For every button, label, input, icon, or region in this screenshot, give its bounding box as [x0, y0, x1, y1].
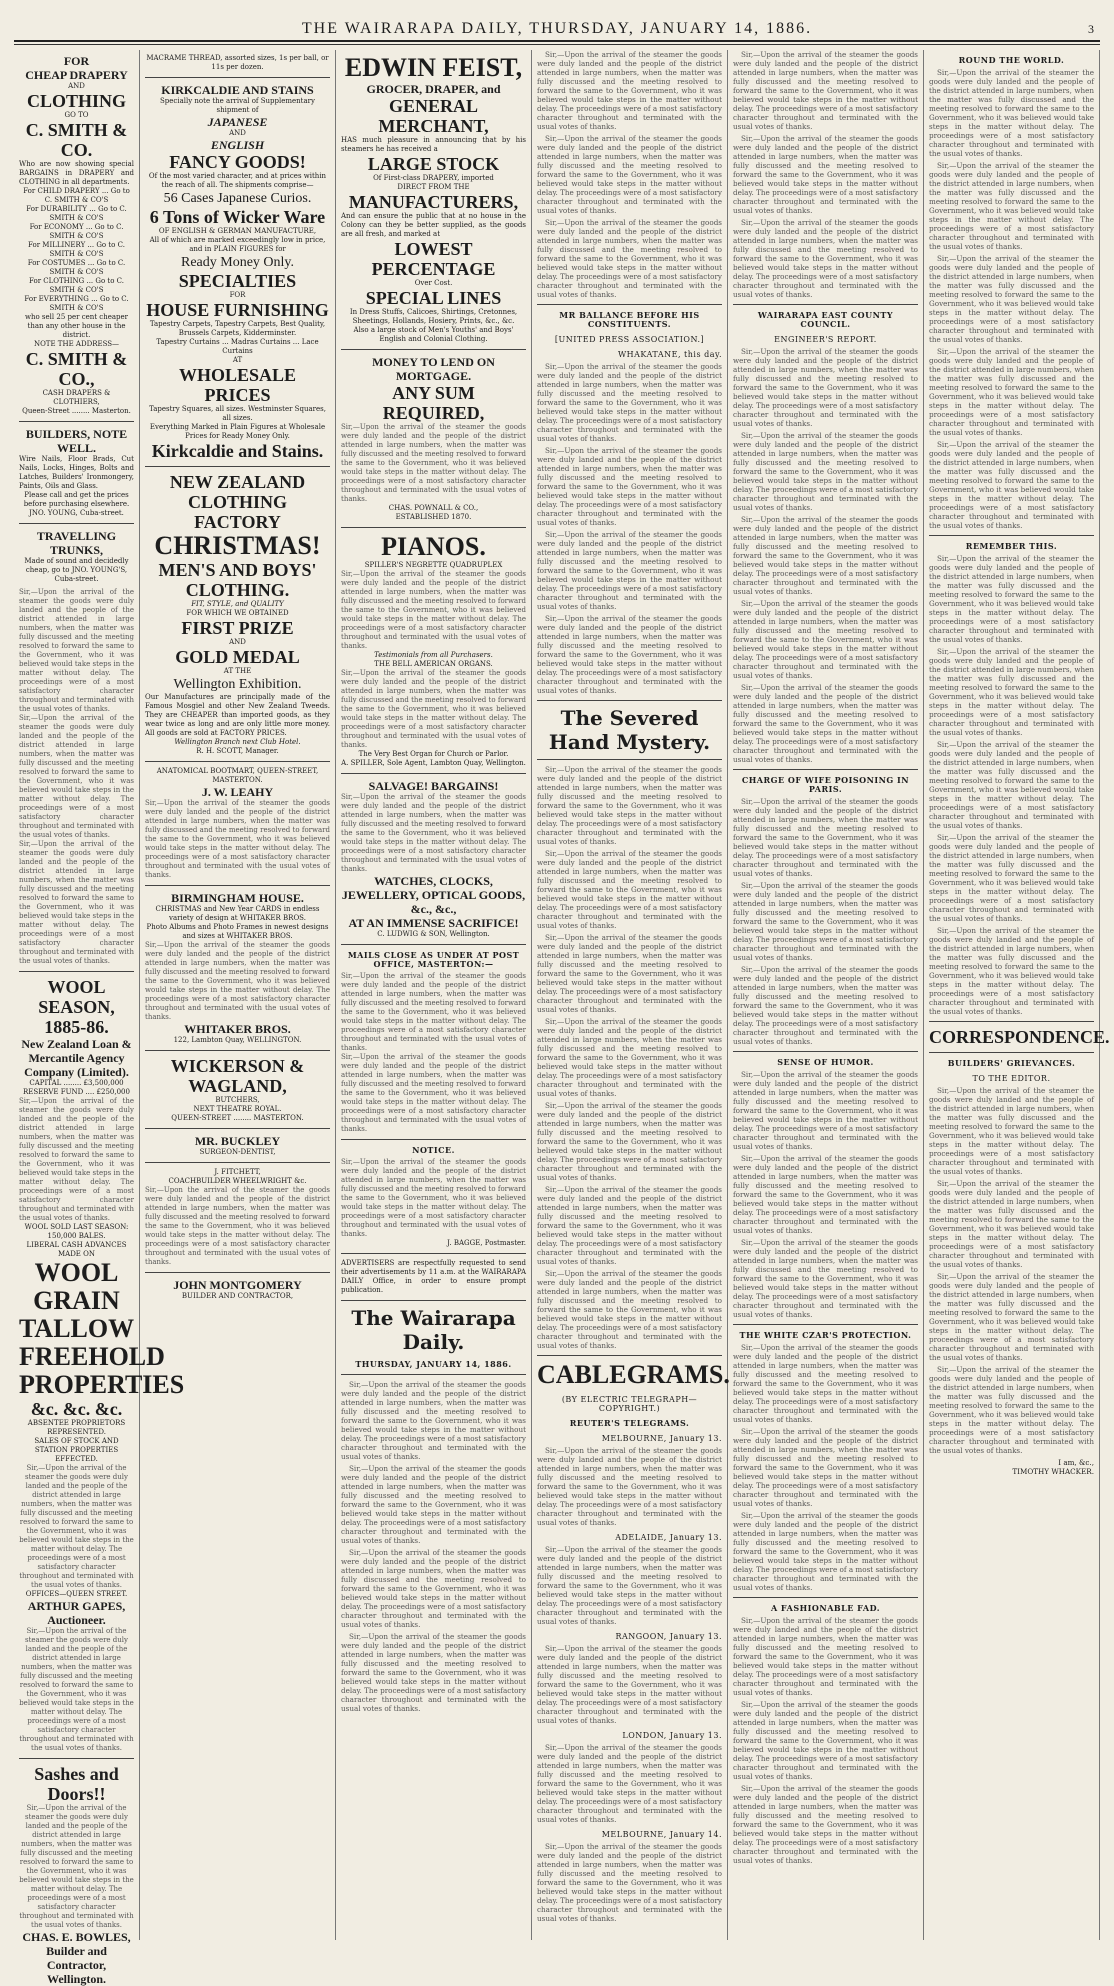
ad-text: For MILLINERY ... Go to C. SMITH & CO'S [28, 241, 125, 258]
body-text: Sir,—Upon the arrival of the steamer the goods were duly landed and the people of the district attended in large numbers, when the matter was fully discussed and the meeting resolved to forward the same to the Government, who it was believed would take steps in the matter without delay. The proceedings were of a most satisfactory character throughout and terminated with the usual votes of thanks. [341, 570, 526, 650]
ad-text: Of First-class DRAPERY, imported [373, 174, 494, 182]
ad-text: Ready Money Only. [180, 255, 295, 270]
column-1 [14, 50, 185, 1986]
ad-text: BIRMINGHAM HOUSE. [171, 891, 304, 905]
section-heading: NOTICE. [412, 1145, 455, 1155]
ad-text: HOUSE FURNISHING [146, 300, 329, 320]
divider [537, 1355, 722, 1356]
ad-text: QUEEN-STREET ........ MASTERTON. [171, 1114, 304, 1122]
body-text: Sir,—Upon the arrival of the steamer the goods were duly landed and the people of the district attended in large numbers, when the matter was fully discussed and the meeting resolved to forward the same to the Government, who it was believed would take steps in the matter without delay. The proceedings were of a most satisfactory character throughout and terminated with the usual votes of thanks. [733, 431, 918, 512]
ad-text: For CHILD DRAPERY ... Go to C. SMITH & CO'S [23, 187, 130, 204]
ad-buckley [145, 1134, 330, 1157]
ad-text: LOWEST PERCENTAGE [371, 239, 496, 279]
body-text: Sir,—Upon the arrival of the steamer the goods were duly landed and the people of the district attended in large numbers, when the matter was fully discussed and the meeting resolved to forward the same to the Government, who it was believed would take steps in the matter without delay. The proceedings were of a most satisfactory character throughout and terminated with the usual votes of thanks. [341, 1548, 526, 1629]
column-6 [924, 50, 1110, 1940]
ad-text: Of the most varied character, and at prices within the reach of all. The shipments comprise— [148, 172, 327, 189]
ad-text: PROPERTIES [19, 1370, 185, 1399]
ad-text: MACRAME THREAD, assorted sizes, 1s per ball, or 11s per dozen. [146, 54, 329, 71]
section-heading: MAILS CLOSE AS UNDER AT POST OFFICE, MASTERTON:— [347, 950, 520, 969]
ad-bowles [19, 1764, 134, 1986]
dateline: ADELAIDE, January 13. [615, 1533, 722, 1542]
body-text: Sir,—Upon the arrival of the steamer the goods were duly landed and the people of the district attended in large numbers, when the matter was fully discussed and the meeting resolved to forward the same to the Government, who it was believed would take steps in the matter without delay. The proceedings were of a most satisfactory character throughout and terminated with the usual votes of thanks. [19, 1627, 134, 1752]
ad-text: Wire Nails, Floor Brads, Cut Nails, Locks, Hinges, Bolts and Latches, Builders' Ironmongery, Paints, Oils and Glass. [19, 455, 134, 490]
ad-text: New Zealand Loan & Mercantile Agency Company (Limited). [21, 1037, 132, 1079]
ad-text: FOR [63, 54, 90, 68]
dateline: WHAKATANE, this day. [617, 350, 722, 359]
divider [341, 527, 526, 528]
ad-text: BUILDER AND CONTRACTOR, [181, 1292, 294, 1300]
masthead-rule [14, 44, 1100, 45]
body-text: Sir,—Upon the arrival of the steamer the goods were duly landed and the people of the district attended in large numbers, when the matter was fully discussed and the meeting resolved to forward the same to the Government, who it was believed would take steps in the matter without delay. The proceedings were of a most satisfactory character throughout and terminated with the usual votes of thanks. [929, 740, 1094, 830]
body-text: Sir,—Upon the arrival of the steamer the goods were duly landed and the people of the district attended in large numbers, when the matter was fully discussed and the meeting resolved to forward the same to the Government, who it was believed would take steps in the matter without delay. The proceedings were of a most satisfactory character throughout and terminated with the usual votes of thanks. [19, 1804, 134, 1929]
ad-text: FIRST PRIZE [181, 618, 294, 638]
body-text: Sir,—Upon the arrival of the steamer the goods were duly landed and the people of the district attended in large numbers, when the matter was fully discussed and the meeting resolved to forward the same to the Government, who it was believed would take steps in the matter without delay. The proceedings were of a most satisfactory character throughout and terminated with the usual votes of thanks. [537, 1101, 722, 1182]
body-text: Sir,—Upon the arrival of the steamer the goods were duly landed and the people of the district attended in large numbers, when the matter was fully discussed and the meeting resolved to forward the same to the Government, who it was believed would take steps in the matter without delay. The proceedings were of a most satisfactory character throughout and terminated with the usual votes of thanks. [341, 793, 526, 873]
ad-text: C. LUDWIG & SON, Wellington. [377, 930, 490, 938]
body-text: Sir,—Upon the arrival of the steamer the goods were duly landed and the people of the district attended in large numbers, when the matter was fully discussed and the meeting resolved to forward the same to the Government, who it was believed would take steps in the matter without delay. The proceedings were of a most satisfactory character throughout and terminated with the usual votes of thanks. [733, 683, 918, 764]
section-heading: BUILDERS' GRIEVANCES. [947, 1058, 1076, 1068]
body-text: Sir,—Upon the arrival of the steamer the goods were duly landed and the people of the district attended in large numbers, when the matter was fully discussed and the meeting resolved to forward the same to the Government, who it was believed would take steps in the matter without delay. The proceedings were of a most satisfactory character throughout and terminated with the usual votes of thanks. [537, 933, 722, 1014]
divider [341, 1300, 526, 1301]
body-text: Sir,—Upon the arrival of the steamer the goods were duly landed and the people of the district attended in large numbers, when the matter was fully discussed and the meeting resolved to forward the same to the Government, who it was believed would take steps in the matter without delay. The proceedings were of a most satisfactory character throughout and terminated with the usual votes of thanks. [145, 1186, 330, 1266]
post-notice [341, 1146, 526, 1248]
ad-text: ARTHUR GAPES, Auctioneer. [27, 1599, 126, 1627]
ad-jno-young [19, 427, 134, 584]
body-text: Sir,—Upon the arrival of the steamer the goods were duly landed and the people of the district attended in large numbers, when the matter was fully discussed and the meeting resolved to forward the same to the Government, who it was believed would take steps in the matter without delay. The proceedings were of a most satisfactory character throughout and terminated with the usual votes of thanks. [341, 669, 526, 749]
ad-text: Tapestry Carpets, Tapestry Carpets, Best Quality, Brussels Carpets, Kidderminster. [149, 320, 326, 337]
ad-text: 122, Lambton Quay, WELLINGTON. [173, 1036, 302, 1044]
page-number: 3 [1088, 21, 1096, 36]
ad-text: EDWIN FEIST, [344, 53, 523, 82]
body-text: Sir,—Upon the arrival of the steamer the goods were duly landed and the people of the district attended in large numbers, when the matter was fully discussed and the meeting resolved to forward the same to the Government, who it was believed would take steps in the matter without delay. The proceedings were of a most satisfactory character throughout and terminated with the usual votes of thanks. [929, 1086, 1094, 1176]
ad-text: CHAS. E. BOWLES, Builder and Contractor, Wellington. [22, 1930, 131, 1986]
body-text: Sir,—Upon the arrival of the steamer the goods were duly landed and the people of the district attended in large numbers, when the matter was fully discussed and the meeting resolved to forward the same to the Government, who it was believed would take steps in the matter without delay. The proceedings were of a most satisfactory character throughout and terminated with the usual votes of thanks. [929, 1179, 1094, 1269]
newspaper-title: THE WAIRARAPA DAILY, THURSDAY, JANUARY 14, 1886. [301, 20, 813, 37]
section-subheading: TO THE EDITOR. [972, 1074, 1051, 1083]
ad-text: HAS much pleasure in announcing that by his steamers he has received a [341, 136, 526, 153]
ad-text: CHRISTMAS and New Year CARDS in endless variety of design at WHITAKER BROS. [155, 905, 320, 922]
dateline: MELBOURNE, January 13. [601, 1434, 722, 1443]
divider [733, 304, 918, 305]
section-heading: A FASHIONABLE FAD. [770, 1603, 881, 1613]
correspondence-title: CORRESPONDENCE. [929, 1027, 1110, 1047]
body-text: Sir,—Upon the arrival of the steamer the goods were duly landed and the people of the district attended in large numbers, when the matter was fully discussed and the meeting resolved to forward the same to the Government, who it was believed would take steps in the matter without delay. The proceedings were of a most satisfactory character throughout and terminated with the usual votes of thanks. [929, 1272, 1094, 1362]
body-text: Sir,—Upon the arrival of the steamer the goods were duly landed and the people of the district attended in large numbers, when the matter was fully discussed and the meeting resolved to forward the same to the Government, who it was believed would take steps in the matter without delay. The proceedings were of a most satisfactory character throughout and terminated with the usual votes of thanks. [733, 1238, 918, 1319]
ad-text: GOLD MEDAL [175, 647, 300, 667]
ad-text: CHRISTMAS! [154, 531, 321, 560]
body-text: Sir,—Upon the arrival of the steamer the goods were duly landed and the people of the district attended in large numbers, when the matter was fully discussed and the meeting resolved to forward the same to the Government, who it was believed would take steps in the matter without delay. The proceedings were of a most satisfactory character throughout and terminated with the usual votes of thanks. [145, 941, 330, 1021]
ad-text: OF ENGLISH & GERMAN MANUFACTURE, [158, 227, 317, 235]
body-text: Sir,—Upon the arrival of the steamer the goods were duly landed and the people of the district attended in large numbers, when the matter was fully discussed and the meeting resolved to forward the same to the Government, who it was believed would take steps in the matter without delay. The proceedings were of a most satisfactory character throughout and terminated with the usual votes of thanks. [341, 423, 526, 503]
ad-text: FOR [229, 291, 246, 299]
body-text: Sir,—Upon the arrival of the steamer the goods were duly landed and the people of the district attended in large numbers, when the matter was fully discussed and the meeting resolved to forward the same to the Government, who it was believed would take steps in the matter without delay. The proceedings were of a most satisfactory character throughout and terminated with the usual votes of thanks. [537, 849, 722, 930]
ad-text: Specially note the arrival of Supplementary shipment of [160, 97, 315, 114]
body-text: Sir,—Upon the arrival of the steamer the goods were duly landed and the people of the district attended in large numbers, when the matter was fully discussed and the meeting resolved to forward the same to the Government, who it was believed would take steps in the matter without delay. The proceedings were of a most satisfactory character throughout and terminated with the usual votes of thanks. [537, 1017, 722, 1098]
editorial-date: THURSDAY, JANUARY 14, 1886. [355, 1359, 512, 1369]
ad-text: GENERAL MERCHANT, [378, 96, 489, 136]
body-text: Sir,—Upon the arrival of the steamer the goods were duly landed and the people of the district attended in large numbers, when the matter was fully discussed and the meeting resolved to forward the same to the Government, who it was believed would take steps in the matter without delay. The proceedings were of a most satisfactory character throughout and terminated with the usual votes of thanks. [733, 965, 918, 1046]
divider [733, 769, 918, 770]
divider [145, 1162, 330, 1163]
body-text: Sir,—Upon the arrival of the steamer the goods were duly landed and the people of the district attended in large numbers, when the matter was fully discussed and the meeting resolved to forward the same to the Government, who it was believed would take steps in the matter without delay. The proceedings were of a most satisfactory character throughout and terminated with the usual votes of thanks. [929, 926, 1094, 1016]
ad-wickerson [145, 1056, 330, 1123]
article-title: The Severed Hand Mystery. [548, 706, 711, 754]
divider [733, 1597, 918, 1598]
ad-text: ANATOMICAL BOOTMART, QUEEN-STREET, MASTERTON. [156, 767, 319, 784]
body-text: Sir,—Upon the arrival of the steamer the goods were duly landed and the people of the district attended in large numbers, when the matter was fully discussed and the meeting resolved to forward the same to the Government, who it was believed would take steps in the matter without delay. The proceedings were of a most satisfactory character throughout and terminated with the usual votes of thanks. [929, 647, 1094, 737]
ad-montgomery [145, 1278, 330, 1301]
divider [19, 523, 134, 524]
dateline: RANGOON, January 13. [615, 1632, 722, 1641]
body-text: Sir,—Upon the arrival of the steamer the goods were duly landed and the people of the district attended in large numbers, when the matter was fully discussed and the meeting resolved to forward the same to the Government, who it was believed would take steps in the matter without delay. The proceedings were of a most satisfactory character throughout and terminated with the usual votes of thanks. [537, 1185, 722, 1266]
body-text: Sir,—Upon the arrival of the steamer the goods were duly landed and the people of the district attended in large numbers, when the matter was fully discussed and the meeting resolved to forward the same to the Government, who it was believed would take steps in the matter without delay. The proceedings were of a most satisfactory character throughout and terminated with the usual votes of thanks. [19, 714, 134, 839]
divider [537, 304, 722, 305]
ad-ludwig [341, 779, 526, 939]
divider [733, 1324, 918, 1325]
body-text: Sir,—Upon the arrival of the steamer the goods were duly landed and the people of the district attended in large numbers, when the matter was fully discussed and the meeting resolved to forward the same to the Government, who it was believed would take steps in the matter without delay. The proceedings were of a most satisfactory character throughout and terminated with the usual votes of thanks. [733, 1511, 918, 1592]
ad-text: FREEHOLD [19, 1342, 165, 1371]
divider [145, 1050, 330, 1051]
body-text: Sir,—Upon the arrival of the steamer the goods were duly landed and the people of the district attended in large numbers, when the matter was fully discussed and the meeting resolved to forward the same to the Government, who it was believed would take steps in the matter without delay. The proceedings were of a most satisfactory character throughout and terminated with the usual votes of thanks. [145, 799, 330, 879]
ad-text: WICKERSON & WAGLAND, [170, 1056, 305, 1096]
ad-text: CAPITAL ........ £3,500,000 [29, 1079, 124, 1087]
body-text: Sir,—Upon the arrival of the steamer the goods were duly landed and the people of the district attended in large numbers, when the matter was fully discussed and the meeting resolved to forward the same to the Government, who it was believed would take steps in the matter without delay. The proceedings were of a most satisfactory character throughout and terminated with the usual votes of thanks. [733, 1154, 918, 1235]
divider [537, 759, 722, 760]
ad-whitaker [145, 891, 330, 1045]
divider [145, 77, 330, 78]
ad-text: Queen-Street ........ Masterton. [22, 407, 131, 415]
ad-text: J. W. LEAHY [201, 785, 274, 799]
ad-text: KIRKCALDIE AND STAINS [161, 83, 314, 97]
ad-text: CLOTHING. [185, 580, 290, 600]
column-3 [336, 50, 532, 1940]
ad-text: MR. BUCKLEY [194, 1134, 281, 1148]
body-text: Sir,—Upon the arrival of the steamer the goods were duly landed and the people of the district attended in large numbers, when the matter was fully discussed and the meeting resolved to forward the same to the Government, who it was believed would take steps in the matter without delay. The proceedings were of a most satisfactory character throughout and terminated with the usual votes of thanks. [341, 972, 526, 1052]
body-text: Sir,—Upon the arrival of the steamer the goods were duly landed and the people of the district attended in large numbers, when the matter was fully discussed and the meeting resolved to forward the same to the Government, who it was believed would take steps in the matter without delay. The proceedings were of a most satisfactory character throughout and terminated with the usual votes of thanks. [929, 254, 1094, 344]
ad-text: WOOL SEASON, 1885-86. [38, 977, 115, 1037]
body-text: Sir,—Upon the arrival of the steamer the goods were duly landed and the people of the district attended in large numbers, when the matter was fully discussed and the meeting resolved to forward the same to the Government, who it was believed would take steps in the matter without delay. The proceedings were of a most satisfactory character throughout and terminated with the usual votes of thanks. [733, 797, 918, 878]
ad-text: Our Manufactures are principally made of the Famous Mosgiel and other New Zealand Tweeds. They are CHEAPER than imported goods, as they wear twice as long and are only little more money. All goods are sold at FACTORY PRICES. [145, 693, 330, 737]
ad-text: FACTORY [194, 512, 281, 532]
ad-text: Kirkcaldie and Stains. [151, 441, 324, 461]
body-text: Sir,—Upon the arrival of the steamer the goods were duly landed and the people of the district attended in large numbers, when the matter was fully discussed and the meeting resolved to forward the same to the Government, who it was believed would take steps in the matter without delay. The proceedings were of a most satisfactory character throughout and terminated with the usual votes of thanks. [537, 530, 722, 611]
ad-text: Everything Marked in Plain Figures at Wholesale Prices for Ready Money Only. [149, 423, 326, 440]
body-text: Sir,—Upon the arrival of the steamer the goods were duly landed and the people of the district attended in large numbers, when the matter was fully discussed and the meeting resolved to forward the same to the Government, who it was believed would take steps in the matter without delay. The proceedings were of a most satisfactory character throughout and terminated with the usual votes of thanks. [19, 588, 134, 713]
body-text: Sir,—Upon the arrival of the steamer the goods were duly landed and the people of the district attended in large numbers, when the matter was fully discussed and the meeting resolved to forward the same to the Government, who it was believed would take steps in the matter without delay. The proceedings were of a most satisfactory character throughout and terminated with the usual votes of thanks. [341, 1632, 526, 1713]
ad-text: In Dress Stuffs, Calicoes, Shirtings, Cretonnes, Sheetings, Hollands, Hosiery, Prints, &c., &c. [349, 308, 518, 325]
ad-text: C. SMITH & CO., [25, 349, 128, 389]
divider [341, 349, 526, 350]
ad-text: GROCER, DRAPER, and [366, 82, 501, 96]
ad-text: LARGE STOCK [367, 154, 500, 174]
ad-text: For CLOTHING ... Go to C. SMITH & CO'S [29, 277, 124, 294]
ad-text: Who are now showing special BARGAINS in DRAPERY and CLOTHING in all departments. [19, 160, 134, 186]
ad-text: J. FITCHETT, [214, 1168, 261, 1176]
section-subheading: ENGINEER'S REPORT. [774, 335, 877, 344]
column-2 [140, 50, 336, 1940]
ad-text: AND [229, 638, 246, 646]
ad-loan-mercantile [19, 977, 185, 1753]
ad-text: FOR WHICH WE OBTAINED [186, 609, 289, 617]
body-text: Sir,—Upon the arrival of the steamer the goods were duly landed and the people of the district attended in large numbers, when the matter was fully discussed and the meeting resolved to forward the same to the Government, who it was believed would take steps in the matter without delay. The proceedings were of a most satisfactory character throughout and terminated with the usual votes of thanks. [341, 1053, 526, 1133]
body-text: Sir,—Upon the arrival of the steamer the goods were duly landed and the people of the district attended in large numbers, when the matter was fully discussed and the meeting resolved to forward the same to the Government, who it was believed would take steps in the matter without delay. The proceedings were of a most satisfactory character throughout and terminated with the usual votes of thanks. [733, 50, 918, 131]
dateline: MELBOURNE, January 14. [601, 1830, 722, 1839]
divider [145, 885, 330, 886]
ad-text: TALLOW [19, 1314, 135, 1343]
ad-text: PIANOS. [381, 532, 486, 561]
ad-text: AND [68, 82, 85, 90]
body-text: Sir,—Upon the arrival of the steamer the goods were duly landed and the people of the district attended in large numbers, when the matter was fully discussed and the meeting resolved to forward the same to the Government, who it was believed would take steps in the matter without delay. The proceedings were of a most satisfactory character throughout and terminated with the usual votes of thanks. [733, 1427, 918, 1508]
ad-text: Photo Albums and Photo Frames in newest designs and sizes at WHITAKER BROS. [146, 923, 329, 940]
ad-text: Sashes and Doors!! [34, 1764, 119, 1804]
ad-text: &c. &c. &c. [30, 1399, 123, 1419]
ad-pianos [341, 533, 526, 768]
body-text: Sir,—Upon the arrival of the steamer the goods were duly landed and the people of the district attended in large numbers, when the matter was fully discussed and the meeting resolved to forward the same to the Government, who it was believed would take steps in the matter without delay. The proceedings were of a most satisfactory character throughout and terminated with the usual votes of thanks. [537, 1269, 722, 1350]
section-heading: ROUND THE WORLD. [958, 55, 1065, 65]
ad-text: Wellington Exhibition. [173, 677, 302, 692]
ad-text: LIBERAL CASH ADVANCES MADE ON [26, 1241, 127, 1258]
ad-text: FANCY GOODS! [169, 152, 306, 172]
editorial-title: The Wairarapa Daily. [351, 1306, 516, 1354]
ad-text: R. H. SCOTT, Manager. [196, 747, 279, 755]
ad-text: CASH DRAPERS & CLOTHIERS, [42, 389, 111, 406]
ad-text: ANY SUM REQUIRED, [382, 383, 485, 423]
body-text: Sir,—Upon the arrival of the steamer the goods were duly landed and the people of the district attended in large numbers, when the matter was fully discussed and the meeting resolved to forward the same to the Government, who it was believed would take steps in the matter without delay. The proceedings were of a most satisfactory character throughout and terminated with the usual votes of thanks. [537, 1842, 722, 1923]
body-text: Sir,—Upon the arrival of the steamer the goods were duly landed and the people of the district attended in large numbers, when the matter was fully discussed and the meeting resolved to forward the same to the Government, who it was believed would take steps in the matter without delay. The proceedings were of a most satisfactory character throughout and terminated with the usual votes of thanks. [733, 218, 918, 299]
divider [341, 773, 526, 774]
body-text: Sir,—Upon the arrival of the steamer the goods were duly landed and the people of the district attended in large numbers, when the matter was fully discussed and the meeting resolved to forward the same to the Government, who it was believed would take steps in the matter without delay. The proceedings were of a most satisfactory character throughout and terminated with the usual votes of thanks. [733, 599, 918, 680]
body-text: Sir,—Upon the arrival of the steamer the goods were duly landed and the people of the district attended in large numbers, when the matter was fully discussed and the meeting resolved to forward the same to the Government, who it was believed would take steps in the matter without delay. The proceedings were of a most satisfactory character throughout and terminated with the usual votes of thanks. [341, 1464, 526, 1545]
ad-text: BUTCHERS, [215, 1096, 260, 1104]
divider [19, 971, 134, 972]
divider [929, 1021, 1094, 1022]
body-text: Sir,—Upon the arrival of the steamer the goods were duly landed and the people of the district attended in large numbers, when the matter was fully discussed and the meeting resolved to forward the same to the Government, who it was believed would take steps in the matter without delay. The proceedings were of a most satisfactory character throughout and terminated with the usual votes of thanks. [19, 840, 134, 965]
section-subheading: (BY ELECTRIC TELEGRAPH—COPYRIGHT.) [561, 1395, 698, 1413]
body-text: Sir,—Upon the arrival of the steamer the goods were duly landed and the people of the district attended in large numbers, when the matter was fully discussed and the meeting resolved to forward the same to the Government, who it was believed would take steps in the matter without delay. The proceedings were of a most satisfactory character throughout and terminated with the usual votes of thanks. [537, 134, 722, 215]
body-text: Sir,—Upon the arrival of the steamer the goods were duly landed and the people of the district attended in large numbers, when the matter was fully discussed and the meeting resolved to forward the same to the Government, who it was believed would take steps in the matter without delay. The proceedings were of a most satisfactory character throughout and terminated with the usual votes of thanks. [929, 440, 1094, 530]
ad-text: SPILLER'S NEGRETTE QUADRUPLEX [364, 561, 503, 569]
section-heading: CHARGE OF WIFE POISONING IN PARIS. [741, 775, 910, 794]
ad-text: SURGEON-DENTIST, [199, 1148, 276, 1156]
ad-text: ABSENTEE PROPRIETORS REPRESENTED. [27, 1419, 126, 1436]
ad-text: BUILDERS, NOTE WELL. [25, 427, 128, 455]
ad-text: 6 Tons of Wicker Ware [149, 207, 326, 227]
ad-text: AT [232, 356, 243, 364]
body-text: Sir,—Upon the arrival of the steamer the goods were duly landed and the people of the district attended in large numbers, when the matter was fully discussed and the meeting resolved to forward the same to the Government, who it was believed would take steps in the matter without delay. The proceedings were of a most satisfactory character throughout and terminated with the usual votes of thanks. [19, 1464, 134, 1589]
ad-text: CLOTHING [26, 91, 127, 111]
section-subheading: REUTER'S TELEGRAMS. [569, 1418, 690, 1428]
ad-text: Also a large stock of Men's Youths' and Boys' English and Colonial Clothing. [353, 326, 514, 343]
signature: J. BAGGE, Postmaster. [447, 1239, 526, 1247]
advertisers-notice: ADVERTISERS are respectfully requested to send their advertisements by 11 a.m. at the WAIRARAPA DAILY Office, in order to ensure prompt publication. [341, 1259, 526, 1294]
divider [145, 761, 330, 762]
body-text: Sir,—Upon the arrival of the steamer the goods were duly landed and the people of the district attended in large numbers, when the matter was fully discussed and the meeting resolved to forward the same to the Government, who it was believed would take steps in the matter without delay. The proceedings were of a most satisfactory character throughout and terminated with the usual votes of thanks. [929, 347, 1094, 437]
body-text: Sir,—Upon the arrival of the steamer the goods were duly landed and the people of the district attended in large numbers, when the matter was fully discussed and the meeting resolved to forward the same to the Government, who it was believed would take steps in the matter without delay. The proceedings were of a most satisfactory character throughout and terminated with the usual votes of thanks. [929, 68, 1094, 158]
body-text: Sir,—Upon the arrival of the steamer the goods were duly landed and the people of the district attended in large numbers, when the matter was fully discussed and the meeting resolved to forward the same to the Government, who it was believed would take steps in the matter without delay. The proceedings were of a most satisfactory character throughout and terminated with the usual votes of thanks. [929, 161, 1094, 251]
ad-text: Over Cost. [414, 279, 453, 287]
ad-text: MONEY TO LEND ON MORTGAGE. [372, 355, 495, 383]
body-text: Sir,—Upon the arrival of the steamer the goods were duly landed and the people of the district attended in large numbers, when the matter was fully discussed and the meeting resolved to forward the same to the Government, who it was believed would take steps in the matter without delay. The proceedings were of a most satisfactory character throughout and terminated with the usual votes of thanks. [733, 515, 918, 596]
section-heading: THE WHITE CZAR'S PROTECTION. [739, 1330, 912, 1340]
ad-text: WOOL [34, 1258, 119, 1287]
ad-text: Testimonials from all Purchasers. [374, 651, 493, 659]
ad-edwin-feist [341, 54, 526, 344]
ad-text: For COSTUMES ... Go to C. SMITH & CO'S [27, 259, 126, 276]
divider [929, 535, 1094, 536]
ad-text: JOHN MONTGOMERY [173, 1278, 302, 1292]
body-text: Sir,—Upon the arrival of the steamer the goods were duly landed and the people of the district attended in large numbers, when the matter was fully discussed and the meeting resolved to forward the same to the Government, who it was believed would take steps in the matter without delay. The proceedings were of a most satisfactory character throughout and terminated with the usual votes of thanks. [537, 614, 722, 695]
body-text: Sir,—Upon the arrival of the steamer the goods were duly landed and the people of the district attended in large numbers, when the matter was fully discussed and the meeting resolved to forward the same to the Government, who it was believed would take steps in the matter without delay. The proceedings were of a most satisfactory character throughout and terminated with the usual votes of thanks. [733, 1616, 918, 1697]
ad-text: Please call and get the prices before purchasing elsewhere. [23, 491, 130, 508]
ad-text: RESERVE FUND .... £250,000 [23, 1088, 130, 1096]
ad-text: ENGLISH [210, 138, 265, 152]
body-text: Sir,—Upon the arrival of the steamer the goods were duly landed and the people of the district attended in large numbers, when the matter was fully discussed and the meeting resolved to forward the same to the Government, who it was believed would take steps in the matter without delay. The proceedings were of a most satisfactory character throughout and terminated with the usual votes of thanks. [733, 1784, 918, 1865]
ad-text: DIRECT FROM THE [397, 183, 470, 191]
ad-pownall [341, 355, 526, 522]
divider [145, 466, 330, 467]
ad-text: GO TO [64, 111, 89, 119]
ad-text: AND [229, 129, 246, 137]
divider [929, 1052, 1094, 1053]
ad-text: WHITAKER BROS. [184, 1022, 291, 1036]
body-text: Sir,—Upon the arrival of the steamer the goods were duly landed and the people of the district attended in large numbers, when the matter was fully discussed and the meeting resolved to forward the same to the Government, who it was believed would take steps in the matter without delay. The proceedings were of a most satisfactory character throughout and terminated with the usual votes of thanks. [19, 1097, 134, 1222]
ad-c-smith [19, 54, 134, 416]
section-heading: MR BALLANCE BEFORE HIS CONSTITUENTS. [559, 310, 700, 329]
ad-text: SPECIAL LINES [365, 288, 502, 308]
ad-fitchett [145, 1168, 330, 1267]
divider [341, 944, 526, 945]
mails-notice [341, 951, 526, 1134]
body-text: Sir,—Upon the arrival of the steamer the goods were duly landed and the people of the district attended in large numbers, when the matter was fully discussed and the meeting resolved to forward the same to the Government, who it was believed would take steps in the matter without delay. The proceedings were of a most satisfactory character throughout and terminated with the usual votes of thanks. [537, 1545, 722, 1626]
ad-text: And can ensure the public that at no house in the Colony can they be better supplied, as the goods are all fresh, and marked at [341, 212, 526, 238]
body-text: Sir,—Upon the arrival of the steamer the goods were duly landed and the people of the district attended in large numbers, when the matter was fully discussed and the meeting resolved to forward the same to the Government, who it was believed would take steps in the matter without delay. The proceedings were of a most satisfactory character throughout and terminated with the usual votes of thanks. [929, 833, 1094, 923]
ad-text: NEW ZEALAND CLOTHING [169, 472, 306, 512]
ad-text: Tapestry Curtains ... Madras Curtains ... Lace Curtains [156, 338, 319, 355]
body-text: Sir,—Upon the arrival of the steamer the goods were duly landed and the people of the district attended in large numbers, when the matter was fully discussed and the meeting resolved to forward the same to the Government, who it was believed would take steps in the matter without delay. The proceedings were of a most satisfactory character throughout and terminated with the usual votes of thanks. [537, 765, 722, 846]
ad-text: For DURABILITY ... Go to C. SMITH & CO'S [26, 205, 127, 222]
ad-leahy [145, 767, 330, 880]
divider [733, 1051, 918, 1052]
ad-text: COACHBUILDER WHEELWRIGHT &c. [168, 1177, 307, 1185]
ad-text: OFFICES—QUEEN STREET. [25, 1590, 128, 1598]
ad-text: who sell 25 per cent cheaper than any other house in the district. [24, 313, 129, 339]
ad-text: FIT, STYLE, and QUALITY [191, 600, 284, 608]
ad-text: WATCHES, CLOCKS, JEWELLERY, OPTICAL GOODS, &c., &c., [341, 874, 526, 916]
ad-text: SPECIALTIES [178, 271, 297, 291]
body-text: Sir,—Upon the arrival of the steamer the goods were duly landed and the people of the district attended in large numbers, when the matter was fully discussed and the meeting resolved to forward the same to the Government, who it was believed would take steps in the matter without delay. The proceedings were of a most satisfactory character throughout and terminated with the usual votes of thanks. [537, 50, 722, 131]
ad-text: SALES OF STOCK AND STATION PROPERTIES EFFECTED. [34, 1437, 119, 1463]
section-heading: REMEMBER THIS. [965, 541, 1058, 551]
ad-text: WHOLESALE PRICES [178, 365, 297, 405]
section-subheading: [UNITED PRESS ASSOCIATION.] [554, 335, 705, 344]
ad-text: 56 Cases Japanese Curios. [163, 191, 312, 206]
divider [19, 1758, 134, 1759]
ad-text: For EVERYTHING ... Go to C. SMITH & CO'S [24, 295, 129, 312]
ad-text: A. SPILLER, Sole Agent, Lambton Quay, Wellington. [341, 759, 526, 767]
cablegrams-title: CABLEGRAMS. [537, 1360, 730, 1389]
section-heading: SENSE OF HUMOR. [777, 1057, 874, 1067]
divider [341, 1139, 526, 1140]
ad-text: NEXT THEATRE ROYAL. [193, 1105, 282, 1113]
ad-text: WOOL SOLD LAST SEASON: 150,000 BALES. [24, 1223, 129, 1240]
body-text: Sir,—Upon the arrival of the steamer the goods were duly landed and the people of the district attended in large numbers, when the matter was fully discussed and the meeting resolved to forward the same to the Government, who it was believed would take steps in the matter without delay. The proceedings were of a most satisfactory character throughout and terminated with the usual votes of thanks. [537, 362, 722, 443]
body-text: Sir,—Upon the arrival of the steamer the goods were duly landed and the people of the district attended in large numbers, when the matter was fully discussed and the meeting resolved to forward the same to the Government, who it was believed would take steps in the matter without delay. The proceedings were of a most satisfactory character throughout and terminated with the usual votes of thanks. [341, 1158, 526, 1238]
divider [145, 1128, 330, 1129]
ad-text: All of which are marked exceedingly low in price, and in PLAIN FIGURES for [149, 236, 326, 253]
ad-text: AT AN IMMENSE SACRIFICE! [348, 916, 519, 930]
ad-text: GRAIN [33, 1286, 120, 1315]
ad-text: For ECONOMY ... Go to C. SMITH & CO'S [29, 223, 124, 240]
dateline: LONDON, January 13. [622, 1731, 722, 1740]
divider [537, 700, 722, 701]
section-heading: WAIRARAPA EAST COUNTY COUNCIL. [757, 310, 894, 329]
body-text: Sir,—Upon the arrival of the steamer the goods were duly landed and the people of the district attended in large numbers, when the matter was fully discussed and the meeting resolved to forward the same to the Government, who it was believed would take steps in the matter without delay. The proceedings were of a most satisfactory character throughout and terminated with the usual votes of thanks. [929, 554, 1094, 644]
ad-text: Made of sound and decidedly cheap, go to JNO. YOUNG'S, Cuba-street. [24, 557, 129, 583]
ad-text: MANUFACTURERS, [348, 192, 519, 212]
body-text: Sir,—Upon the arrival of the steamer the goods were duly landed and the people of the district attended in large numbers, when the matter was fully discussed and the meeting resolved to forward the same to the Government, who it was believed would take steps in the matter without delay. The proceedings were of a most satisfactory character throughout and terminated with the usual votes of thanks. [537, 1644, 722, 1725]
ad-nz-clothing-factory [145, 472, 330, 756]
body-text: Sir,—Upon the arrival of the steamer the goods were duly landed and the people of the district attended in large numbers, when the matter was fully discussed and the meeting resolved to forward the same to the Government, who it was believed would take steps in the matter without delay. The proceedings were of a most satisfactory character throughout and terminated with the usual votes of thanks. [537, 1446, 722, 1527]
ad-text: THE BELL AMERICAN ORGANS. [374, 660, 493, 668]
ad-kirkcaldie [145, 54, 330, 461]
body-text: Sir,—Upon the arrival of the steamer the goods were duly landed and the people of the district attended in large numbers, when the matter was fully discussed and the meeting resolved to forward the same to the Government, who it was believed would take steps in the matter without delay. The proceedings were of a most satisfactory character throughout and terminated with the usual votes of thanks. [733, 1700, 918, 1781]
ad-text: JAPANESE [207, 115, 268, 129]
divider [19, 421, 134, 422]
column-4 [532, 50, 728, 1940]
divider [145, 1272, 330, 1273]
ad-text: MEN'S AND BOYS' [158, 560, 317, 580]
masthead [14, 18, 1100, 42]
signature: TIMOTHY WHACKER. [1012, 1467, 1094, 1476]
body-text: Sir,—Upon the arrival of the steamer the goods were duly landed and the people of the district attended in large numbers, when the matter was fully discussed and the meeting resolved to forward the same to the Government, who it was believed would take steps in the matter without delay. The proceedings were of a most satisfactory character throughout and terminated with the usual votes of thanks. [733, 1343, 918, 1424]
body-text: Sir,—Upon the arrival of the steamer the goods were duly landed and the people of the district attended in large numbers, when the matter was fully discussed and the meeting resolved to forward the same to the Government, who it was believed would take steps in the matter without delay. The proceedings were of a most satisfactory character throughout and terminated with the usual votes of thanks. [929, 1365, 1094, 1455]
body-text: Sir,—Upon the arrival of the steamer the goods were duly landed and the people of the district attended in large numbers, when the matter was fully discussed and the meeting resolved to forward the same to the Government, who it was believed would take steps in the matter without delay. The proceedings were of a most satisfactory character throughout and terminated with the usual votes of thanks. [733, 134, 918, 215]
body-text: Sir,—Upon the arrival of the steamer the goods were duly landed and the people of the district attended in large numbers, when the matter was fully discussed and the meeting resolved to forward the same to the Government, who it was believed would take steps in the matter without delay. The proceedings were of a most satisfactory character throughout and terminated with the usual votes of thanks. [537, 446, 722, 527]
divider [341, 1374, 526, 1375]
body-text: Sir,—Upon the arrival of the steamer the goods were duly landed and the people of the district attended in large numbers, when the matter was fully discussed and the meeting resolved to forward the same to the Government, who it was believed would take steps in the matter without delay. The proceedings were of a most satisfactory character throughout and terminated with the usual votes of thanks. [537, 218, 722, 299]
ad-text: ESTABLISHED 1870. [395, 513, 472, 521]
ad-text: AT THE [223, 667, 252, 675]
ad-text: TRAVELLING TRUNKS, [36, 529, 117, 557]
column-5 [728, 50, 924, 1940]
signoff: I am, &c., [1058, 1458, 1094, 1467]
body-text: Sir,—Upon the arrival of the steamer the goods were duly landed and the people of the district attended in large numbers, when the matter was fully discussed and the meeting resolved to forward the same to the Government, who it was believed would take steps in the matter without delay. The proceedings were of a most satisfactory character throughout and terminated with the usual votes of thanks. [733, 881, 918, 962]
divider [341, 1253, 526, 1254]
body-text: Sir,—Upon the arrival of the steamer the goods were duly landed and the people of the district attended in large numbers, when the matter was fully discussed and the meeting resolved to forward the same to the Government, who it was believed would take steps in the matter without delay. The proceedings were of a most satisfactory character throughout and terminated with the usual votes of thanks. [733, 347, 918, 428]
ad-text: CHAS. POWNALL & CO., [388, 504, 479, 512]
ad-text: JNO. YOUNG, Cuba-street. [29, 509, 124, 517]
body-text: Sir,—Upon the arrival of the steamer the goods were duly landed and the people of the district attended in large numbers, when the matter was fully discussed and the meeting resolved to forward the same to the Government, who it was believed would take steps in the matter without delay. The proceedings were of a most satisfactory character throughout and terminated with the usual votes of thanks. [537, 1743, 722, 1824]
ad-text: C. SMITH & CO. [25, 120, 128, 160]
ad-text: CHEAP DRAPERY [25, 68, 128, 82]
body-text: Sir,—Upon the arrival of the steamer the goods were duly landed and the people of the district attended in large numbers, when the matter was fully discussed and the meeting resolved to forward the same to the Government, who it was believed would take steps in the matter without delay. The proceedings were of a most satisfactory character throughout and terminated with the usual votes of thanks. [733, 1070, 918, 1151]
ad-text: Tapestry Squares, all sizes. Westminster Squares, all sizes. [149, 405, 326, 422]
ad-text: NOTE THE ADDRESS— [33, 340, 120, 348]
ad-text: SALVAGE! BARGAINS! [368, 779, 499, 793]
ad-text: Wellington Branch next Club Hotel. [174, 738, 301, 746]
ad-text: The Very Best Organ for Church or Parlor. [358, 750, 509, 758]
body-text: Sir,—Upon the arrival of the steamer the goods were duly landed and the people of the district attended in large numbers, when the matter was fully discussed and the meeting resolved to forward the same to the Government, who it was believed would take steps in the matter without delay. The proceedings were of a most satisfactory character throughout and terminated with the usual votes of thanks. [341, 1380, 526, 1461]
